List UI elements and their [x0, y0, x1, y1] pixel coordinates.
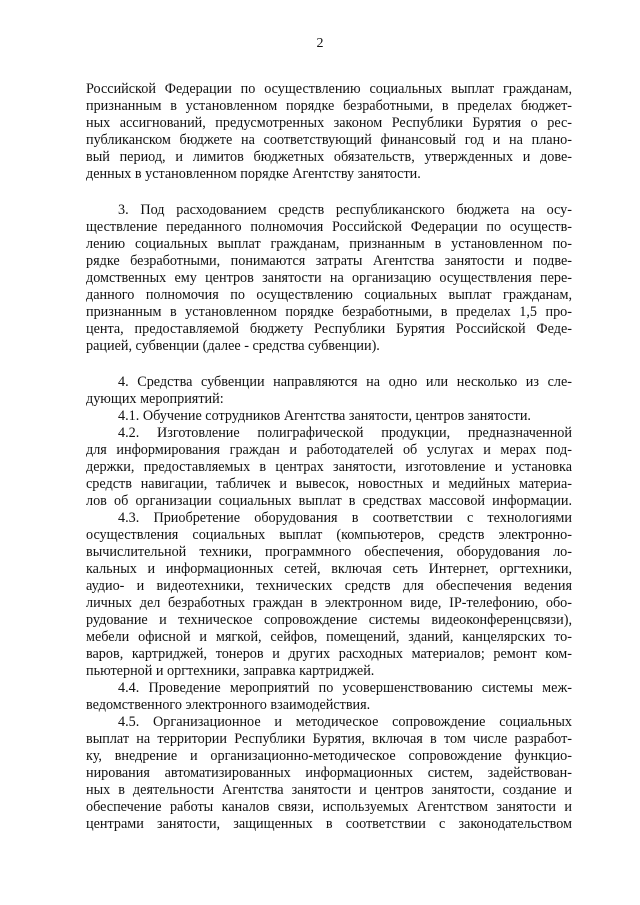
- text-line: варов, картриджей, тонеров и других расходных материалов; ремонт ком-: [86, 646, 572, 662]
- text-line: 4.4. Проведение мероприятий по усовершенствованию системы меж-: [118, 680, 572, 696]
- text-line: аудио- и видеотехники, технических средств для обеспечения ведения: [86, 578, 572, 594]
- text-line: 4.5. Организационное и методическое сопровождение социальных: [118, 714, 572, 730]
- text-line: вычислительной техники, программного обеспечения, оборудования ло-: [86, 544, 572, 560]
- text-line: Российской Федерации по осуществлению социальных выплат гражданам,: [86, 81, 572, 97]
- text-line: рядке безработными, понимаются затраты Агентства занятости и подве-: [86, 253, 572, 269]
- text-line: вый период, и лимитов бюджетных обязательств, утвержденных и дове-: [86, 149, 572, 165]
- text-line: 4. Средства субвенции направляются на одно или несколько из сле-: [118, 374, 572, 390]
- text-line: средств навигации, табличек и вывесок, новостных и медийных материа-: [86, 476, 572, 492]
- text-line: признанным в установленном порядке безработными, в пределах 1,5 про-: [86, 304, 572, 320]
- text-line: цента, предоставляемой бюджету Республики Бурятия Российской Феде-: [86, 321, 572, 337]
- text-line: публиканском бюджете на соответствующий финансовый год и на плано-: [86, 132, 572, 148]
- text-line: личных дел безработных граждан в электронном виде, IP-телефонию, обо-: [86, 595, 572, 611]
- text-line: ных в деятельности Агентства занятости и центров занятости, создание и: [86, 782, 572, 798]
- text-line: 3. Под расходованием средств республиканского бюджета на осу-: [118, 202, 572, 218]
- text-line: пьютерной и оргтехники, заправка картриджей.: [86, 663, 375, 679]
- text-line: мебели офисной и мягкой, сейфов, помещений, зданий, канцелярских то-: [86, 629, 572, 645]
- text-line: кальных и информационных сетей, включая сеть Интернет, оргтехники,: [86, 561, 572, 577]
- text-line: признанным в установленном порядке безработными, в пределах бюджет-: [86, 98, 572, 114]
- text-line: рацией, субвенции (далее - средства субвенции).: [86, 338, 380, 354]
- text-line: ных ассигнований, предусмотренных законом Республики Бурятия о рес-: [86, 115, 572, 131]
- text-line: рудование и техническое сопровождение системы видеоконференцсвязи),: [86, 612, 572, 628]
- text-line: домственных ему центров занятости на организацию осуществления пере-: [86, 270, 572, 286]
- text-line: осуществления социальных выплат (компьютеров, средств электронно-: [86, 527, 572, 543]
- text-line: данного полномочия по осуществлению социальных выплат гражданам,: [86, 287, 572, 303]
- page-number: 2: [316, 36, 324, 51]
- text-line: держки, предоставляемых в центрах занятости, изготовление и установка: [86, 459, 572, 475]
- text-line: лению социальных выплат гражданам, признанным в установленном по-: [86, 236, 572, 252]
- text-line: 4.2. Изготовление полиграфической продукции, предназначенной: [118, 425, 572, 441]
- text-line: выплат на территории Республики Бурятия, включая в том числе разработ-: [86, 731, 572, 747]
- text-line: денных в установленном порядке Агентству занятости.: [86, 166, 421, 182]
- text-line: нирования автоматизированных информационных систем, задействован-: [86, 765, 572, 781]
- text-line: ществление переданного полномочия Российской Федерации по осуществ-: [86, 219, 572, 235]
- text-line: дующих мероприятий:: [86, 391, 224, 407]
- text-line: 4.3. Приобретение оборудования в соответствии с технологиями: [118, 510, 572, 526]
- text-line: ведомственного электронного взаимодействия.: [86, 697, 371, 713]
- text-line: ку, внедрение и организационно-методическое сопровождение функцио-: [86, 748, 572, 764]
- text-line: 4.1. Обучение сотрудников Агентства занятости, центров занятости.: [118, 408, 531, 424]
- text-line: центрами занятости, защищенных в соответствии с законодательством: [86, 816, 572, 832]
- text-line: обеспечение работы каналов связи, используемых Агентством занятости и: [86, 799, 572, 815]
- text-line: лов об организации социальных выплат в средствах массовой информации.: [86, 493, 572, 509]
- text-line: для информирования граждан и работодателей об услугах и мерах под-: [86, 442, 572, 458]
